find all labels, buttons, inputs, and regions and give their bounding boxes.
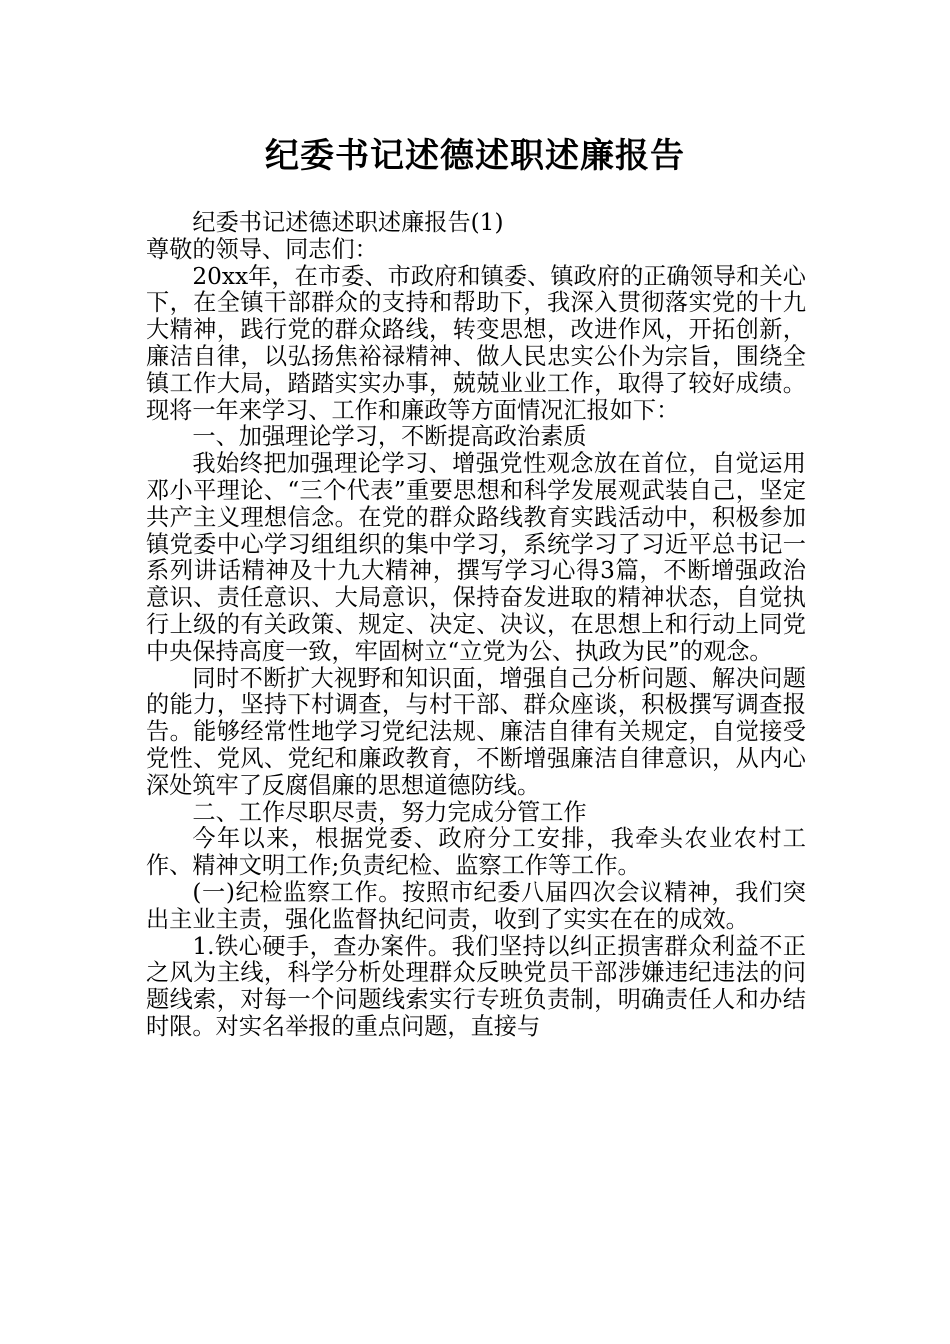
paragraph: 同时不断扩大视野和知识面，增强自己分析问题、解决问题的能力，坚持下村调查，与村干部、群众座谈，积极撰写调查报告。能够经常性地学习党纪法规、廉洁自律有关规定，自觉接受党性、党风、党纪和廉政教育，不断增强廉洁自律意识，从内心深处筑牢了反腐倡廉的思想道德防线。 xyxy=(146,664,806,799)
paragraph: 今年以来，根据党委、政府分工安排，我牵头农业农村工作、精神文明工作;负责纪检、监察工作等工作。 xyxy=(146,825,806,880)
section-heading: 二、工作尽职尽责，努力完成分管工作 xyxy=(192,798,587,826)
paragraph: 纪委书记述德述职述廉报告(1) xyxy=(192,209,504,236)
section-heading: 一、加强理论学习，不断提高政治素质 xyxy=(192,423,587,451)
paragraph: 尊敬的领导、同志们： xyxy=(146,235,378,263)
document-body xyxy=(146,210,806,1041)
paragraph: 1.铁心硬手，查办案件。我们坚持以纠正损害群众利益不正之风为主线，科学分析处理群众反映党员干部涉嫌违纪违法的问题线索，对每一个问题线索实行专班负责制，明确责任人和办结时限。对实名举报的重点问题，直接与 xyxy=(146,932,806,1040)
paragraph: 20xx年，在市委、市政府和镇委、镇政府的正确领导和关心下，在全镇干部群众的支持和帮助下，我深入贯彻落实党的十九大精神，践行党的群众路线，转变思想，改进作风，开拓创新，廉洁自律，以弘扬焦裕禄精神、做人民忠实公仆为宗旨，围绕全镇工作大局，踏踏实实办事，兢兢业业工作，取得了较好成绩。现将一年来学习、工作和廉政等方面情况汇报如下： xyxy=(146,262,806,424)
paragraph: 我始终把加强理论学习、增强党性观念放在首位，自觉运用邓小平理论、“三个代表”重要思想和科学发展观武装自己，坚定共产主义理想信念。在党的群众路线教育实践活动中，积极参加镇党委中心学习组组织的集中学习，系统学习了习近平总书记一系列讲话精神及十九大精神，撰写学习心得3篇，不断增强政治意识、责任意识、大局意识，保持奋发进取的精神状态，自觉执行上级的有关政策、规定、决定、决议，在思想上和行动上同党中央保持高度一致，牢固树立“立党为公、执政为民”的观念。 xyxy=(146,450,806,665)
document-title: 纪委书记述德述职述廉报告 xyxy=(265,136,685,176)
paragraph: (一)纪检监察工作。按照市纪委八届四次会议精神，我们突出主业主责，强化监督执纪问责，收到了实实在在的成效。 xyxy=(146,878,806,933)
